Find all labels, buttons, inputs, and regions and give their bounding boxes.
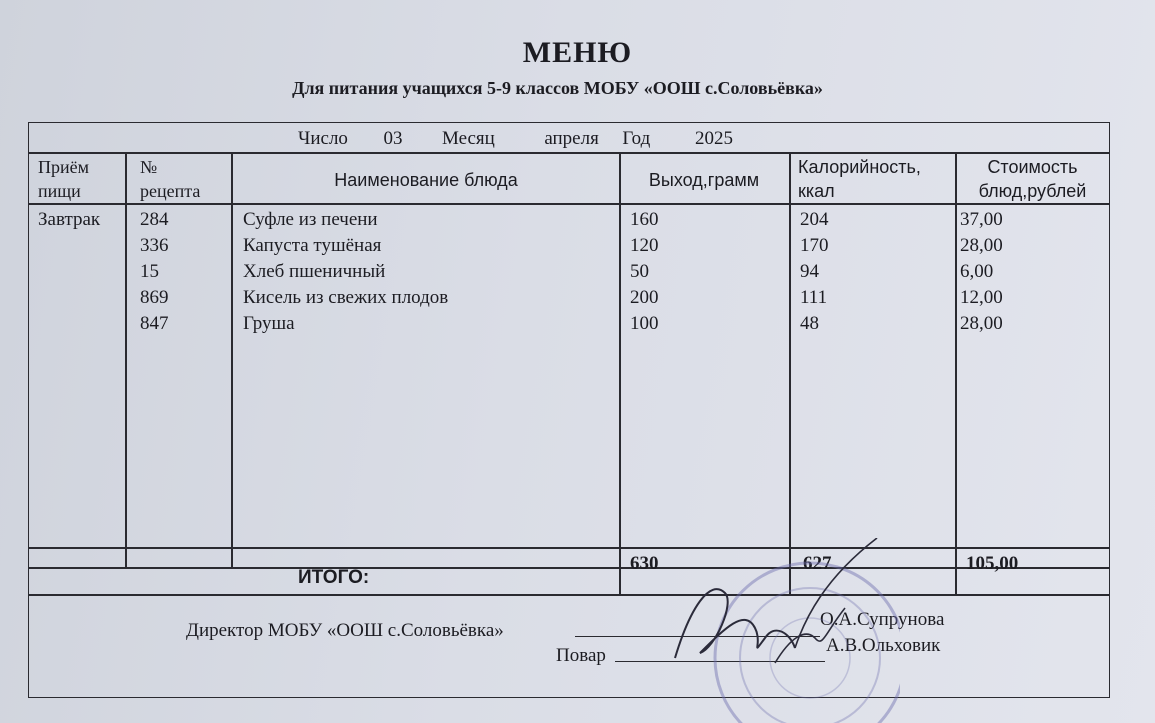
menu-table bbox=[28, 122, 1110, 698]
item-calories: 48 bbox=[800, 313, 819, 334]
header-calories: Калорийность, ккал bbox=[798, 157, 921, 201]
day-label: Число bbox=[298, 128, 348, 149]
rule-col-2 bbox=[231, 152, 233, 567]
month-label: Месяц bbox=[441, 128, 495, 149]
page-title: МЕНЮ bbox=[522, 36, 633, 69]
header-cost: Стоимость блюд,рублей bbox=[978, 157, 1087, 201]
item-weight: 160 bbox=[630, 209, 659, 230]
item-weight: 200 bbox=[630, 287, 659, 308]
item-dish: Груша bbox=[243, 313, 295, 334]
item-dish: Хлеб пшеничный bbox=[243, 261, 386, 282]
item-cost: 37,00 bbox=[960, 209, 1003, 230]
item-recipe: 336 bbox=[140, 235, 169, 256]
signature-scribble bbox=[655, 538, 885, 678]
item-recipe: 284 bbox=[140, 209, 169, 230]
item-dish: Кисель из свежих плодов bbox=[243, 287, 449, 308]
header-meal: Приём пищи bbox=[38, 157, 90, 201]
header-recipe: № рецепта bbox=[140, 157, 201, 201]
rule-total-top-2 bbox=[28, 567, 1110, 569]
item-cost: 12,00 bbox=[960, 287, 1003, 308]
item-calories: 204 bbox=[800, 209, 829, 230]
rule-col-3 bbox=[619, 152, 621, 594]
item-cost: 28,00 bbox=[960, 235, 1003, 256]
item-recipe: 847 bbox=[140, 313, 169, 334]
rule-header-row bbox=[28, 203, 1110, 205]
day-value: 03 bbox=[383, 128, 403, 149]
total-weight: 630 bbox=[630, 553, 659, 574]
year-label: Год bbox=[622, 128, 651, 149]
cook-name: А.В.Ольховик bbox=[826, 635, 941, 656]
item-cost: 6,00 bbox=[960, 261, 994, 282]
year-value: 2025 bbox=[655, 126, 809, 153]
page-subtitle: Для питания учащихся 5-9 классов МОБУ «ООШ с.Соловьёвка» bbox=[292, 78, 823, 98]
item-cost: 28,00 bbox=[960, 313, 1003, 334]
meal-name: Завтрак bbox=[38, 209, 101, 230]
date-row bbox=[298, 126, 809, 153]
director-label: Директор МОБУ «ООШ с.Соловьёвка» bbox=[186, 620, 504, 641]
item-weight: 50 bbox=[630, 261, 649, 282]
total-label: ИТОГО: bbox=[298, 567, 370, 588]
rule-total-top bbox=[28, 547, 1110, 549]
item-weight: 100 bbox=[630, 313, 659, 334]
header-weight: Выход,грамм bbox=[648, 170, 760, 190]
item-dish: Суфле из печени bbox=[243, 209, 378, 230]
item-dish: Капуста тушёная bbox=[243, 235, 382, 256]
rule-col-5 bbox=[955, 152, 957, 594]
rule-col-4 bbox=[789, 152, 791, 594]
item-weight: 120 bbox=[630, 235, 659, 256]
item-recipe: 15 bbox=[140, 261, 159, 282]
total-cost: 105,00 bbox=[966, 553, 1019, 574]
cook-label: Повар bbox=[556, 645, 606, 666]
item-calories: 94 bbox=[800, 261, 819, 282]
month-value: апреля bbox=[544, 128, 599, 149]
header-dish: Наименование блюда bbox=[334, 170, 518, 190]
director-name: О.А.Супрунова bbox=[820, 609, 945, 630]
rule-total-bottom bbox=[28, 594, 1110, 596]
rule-col-1 bbox=[125, 152, 127, 567]
item-calories: 111 bbox=[800, 287, 828, 308]
total-calories: 627 bbox=[803, 553, 832, 574]
item-recipe: 869 bbox=[140, 287, 169, 308]
item-calories: 170 bbox=[800, 235, 829, 256]
